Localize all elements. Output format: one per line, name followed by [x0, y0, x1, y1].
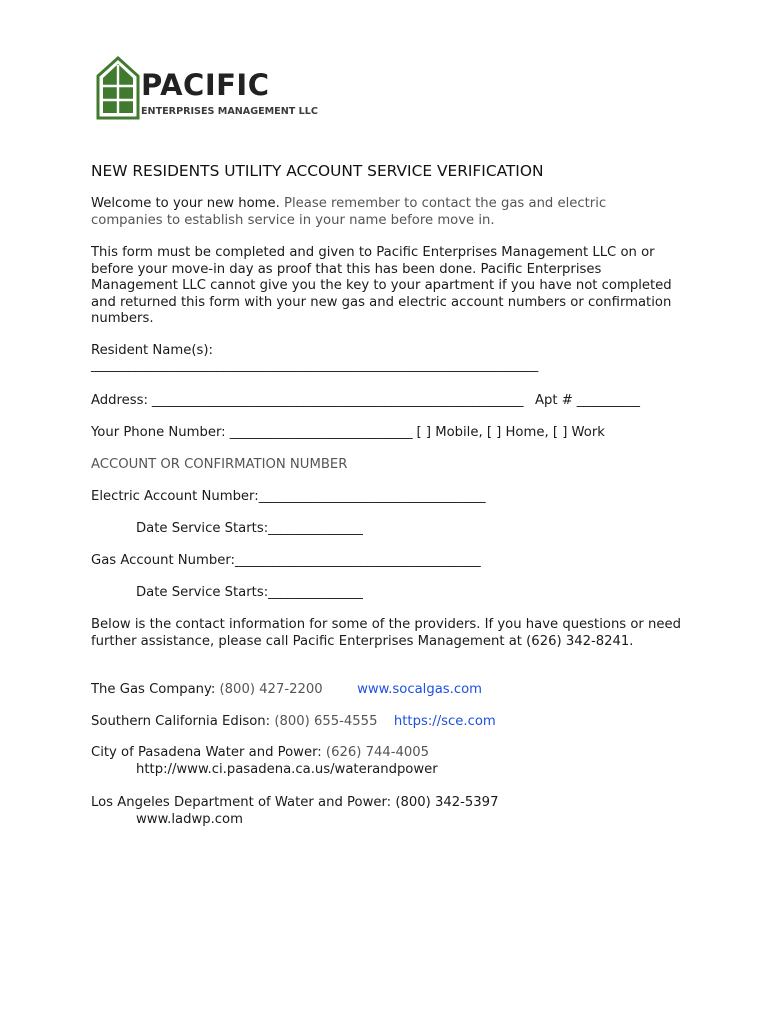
gas-label: Gas Account Number: [91, 553, 235, 568]
provider-name: The Gas Company: [91, 682, 216, 697]
intro-lead: Welcome to your new home. [91, 196, 280, 211]
phone-label: Your Phone Number: [91, 425, 226, 440]
gas-row [91, 553, 480, 570]
provider-row [91, 795, 498, 812]
address-field[interactable]: ___________________________________________________________ [151, 393, 524, 408]
provider-website-link[interactable]: www.ladwp.com [136, 812, 243, 827]
electric-account-field[interactable]: ____________________________________ [258, 489, 486, 504]
provider-website-link[interactable]: https://sce.com [393, 714, 496, 729]
provider-name: City of Pasadena Water and Power: [91, 745, 322, 760]
apt-label: Apt # [535, 393, 573, 408]
electric-row [91, 489, 485, 506]
resident-label: Resident Name(s): [91, 343, 213, 358]
provider-phone: (800) 342-5397 [395, 795, 499, 810]
logo-subtitle: ENTERPRISES MANAGEMENT LLC [141, 106, 318, 117]
phone-field[interactable]: _____________________________ [229, 425, 413, 440]
electric-label: Electric Account Number: [91, 489, 259, 504]
gas-date-row [91, 585, 363, 602]
provider-row [91, 682, 482, 699]
intro-paragraph [91, 196, 681, 229]
resident-name-field[interactable]: _______________________________________________________________________ [91, 358, 538, 373]
page-title: NEW RESIDENTS UTILITY ACCOUNT SERVICE VERIFICATION [91, 162, 544, 180]
electric-date-label: Date Service Starts: [136, 521, 269, 536]
electric-date-row [91, 521, 363, 538]
electric-date-field[interactable]: _______________ [268, 521, 363, 536]
provider-name: Southern California Edison: [91, 714, 271, 729]
phone-mobile-checkbox[interactable]: [ ] Mobile, [416, 425, 483, 440]
logo-name: PACIFIC [141, 68, 270, 102]
provider-website-link[interactable]: www.socalgas.com [357, 682, 483, 697]
address-row [91, 393, 640, 410]
phone-work-checkbox[interactable]: [ ] Work [552, 425, 605, 440]
phone-home-checkbox[interactable]: [ ] Home, [486, 425, 549, 440]
provider-phone: (800) 427-2200 [219, 682, 323, 697]
intro-rest: Please remember to contact the gas and electric companies to establish service in your name before move in. [91, 196, 607, 228]
account-heading: ACCOUNT OR CONFIRMATION NUMBER [91, 457, 348, 472]
company-logo [96, 56, 356, 122]
provider-row [91, 714, 496, 731]
instructions-paragraph: This form must be completed and given to Pacific Enterprises Management LLC on or before your move-in day as proof that this has been done. Pacific Enterprises Management LLC cannot give you the key to your apartment if you have not completed and returned this form with your new gas and electric account numbers or confirmation numbers. [91, 245, 672, 326]
gas-date-label: Date Service Starts: [136, 585, 269, 600]
gas-account-field[interactable]: _______________________________________ [235, 553, 481, 568]
provider-row [91, 745, 429, 762]
provider-phone: (800) 655-4555 [274, 714, 378, 729]
phone-row [91, 425, 605, 442]
provider-phone: (626) 744-4005 [325, 745, 430, 760]
apt-field[interactable]: __________ [576, 393, 640, 408]
house-window-icon [96, 56, 140, 120]
contact-intro: Below is the contact information for some of the providers. If you have questions or need further assistance, please call Pacific Enterprises Management at (626) 342-8241. [91, 617, 681, 649]
gas-date-field[interactable]: _______________ [268, 585, 363, 600]
address-label: Address: [91, 393, 148, 408]
provider-name: Los Angeles Department of Water and Power: [91, 795, 392, 810]
provider-website-link[interactable]: http://www.ci.pasadena.ca.us/waterandpower [136, 762, 438, 777]
